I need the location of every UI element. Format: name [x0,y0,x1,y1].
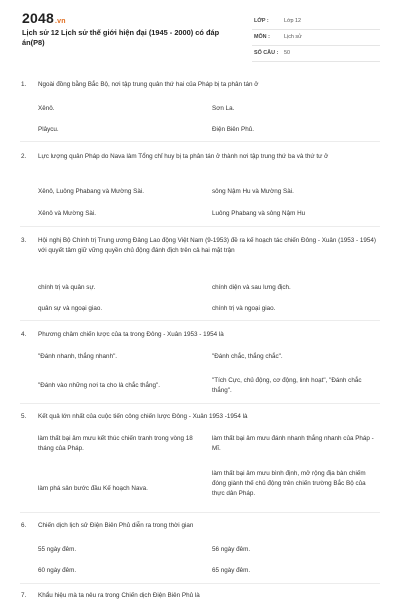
document-title: Lịch sử 12 Lịch sử thế giới hiện đại (1945 - 2000) có đáp án(P8) [22,28,220,47]
question-number: 3. [21,237,27,244]
option-b[interactable]: Sơn La. [212,105,235,112]
option-a[interactable]: Xênô, Luông Phabang và Mường Sài. [38,188,145,195]
question-number: 1. [21,81,27,88]
option-d[interactable]: Điện Biên Phủ. [212,126,255,133]
option-b[interactable]: 56 ngày đêm. [212,546,251,553]
question-divider [20,141,380,142]
meta-row-grade [252,14,380,30]
meta-value-count: 50 [284,50,290,56]
question-text: Chiến dịch lịch sử Điện Biên Phủ diễn ra trong thời gian [38,522,194,529]
option-c[interactable]: "Đánh vào những nơi ta cho là chắc thắng". [38,382,161,389]
meta-row-subject [252,30,380,46]
question-divider [20,226,380,227]
logo-suffix: .vn [54,18,66,25]
question-divider [20,583,380,584]
option-a[interactable]: chính trị và quân sự. [38,284,96,291]
option-c[interactable]: Xênô và Mường Sài. [38,210,97,217]
site-logo[interactable] [22,10,66,26]
meta-value-subject: Lịch sử [284,34,302,40]
question-divider [20,320,380,321]
question-number: 2. [21,153,27,160]
question-text: Khẩu hiệu mà ta nêu ra trong Chiến dịch Điện Biên Phủ là [38,592,200,599]
meta-key-count: SỐ CÂU : [254,50,279,56]
question-text: Ngoài đồng bằng Bắc Bộ, nơi tập trung quân thứ hai của Pháp bị ta phân tán ở [38,81,259,88]
question-text: Kết quả lớn nhất của cuộc tiến công chiến lược Đông - Xuân 1953 -1954 là [38,413,248,420]
question-text: Phương châm chiến lược của ta trong Đông - Xuân 1953 - 1954 là [38,331,224,338]
question-divider [20,403,380,404]
option-c[interactable]: Plâycu. [38,126,59,133]
question-number: 5. [21,413,27,420]
option-a[interactable]: Xênô. [38,105,55,112]
question-number: 7. [21,592,27,599]
meta-key-subject: MÔN : [254,34,270,40]
option-d[interactable]: Luông Phabang và sông Nậm Hu [212,210,306,217]
option-c[interactable]: 60 ngày đêm. [38,567,77,574]
option-b[interactable]: làm thất bại âm mưu đánh nhanh thắng nhanh của Pháp - Mĩ. [212,435,374,452]
option-b[interactable]: "Đánh chắc, thắng chắc". [212,353,283,360]
meta-row-count [252,46,380,62]
document-meta [252,14,380,62]
meta-key-grade: LỚP : [254,18,269,24]
option-d[interactable]: "Tích Cực, chủ động, cơ động, linh hoạt", "Đánh chắc thắng". [212,377,362,394]
logo-main: 2048 [22,10,54,26]
question-number: 4. [21,331,27,338]
option-c[interactable]: làm phá sản bước đầu Kế hoạch Nava. [38,485,148,492]
option-b[interactable]: chính diện và sau lưng địch. [212,284,291,291]
option-b[interactable]: sông Nậm Hu và Mường Sài. [212,188,294,195]
option-d[interactable]: làm thất bại âm mưu bình định, mở rộng địa bàn chiếm đóng giành thế chủ động trên chiến trường Bắc Bộ của thực dân Pháp. [212,470,366,497]
question-number: 6. [21,522,27,529]
question-divider [20,512,380,513]
question-text: Lực lượng quân Pháp do Nava làm Tổng chỉ huy bị ta phân tán ở thành nơi tập trung thứ ba và thứ tư ở [38,153,329,160]
option-a[interactable]: 55 ngày đêm. [38,546,77,553]
option-c[interactable]: quân sự và ngoại giao. [38,305,103,312]
question-text: Hội nghị Bộ Chính trị Trung ương Đảng Lao động Việt Nam (9-1953) đề ra kế hoạch tác chiến Đông - Xuân (1953 - 1954) với quyết tâm giữ vững quyền chủ động đánh địch trên cả hai mặt trận [38,237,376,254]
option-d[interactable]: chính trị và ngoại giao. [212,305,276,312]
meta-value-grade: Lớp 12 [284,18,302,24]
option-a[interactable]: làm thất bại âm mưu kết thúc chiến tranh trong vòng 18 tháng của Pháp. [38,435,193,452]
option-a[interactable]: "Đánh nhanh, thắng nhanh". [38,353,118,360]
document-header [0,0,400,60]
option-d[interactable]: 65 ngày đêm. [212,567,251,574]
